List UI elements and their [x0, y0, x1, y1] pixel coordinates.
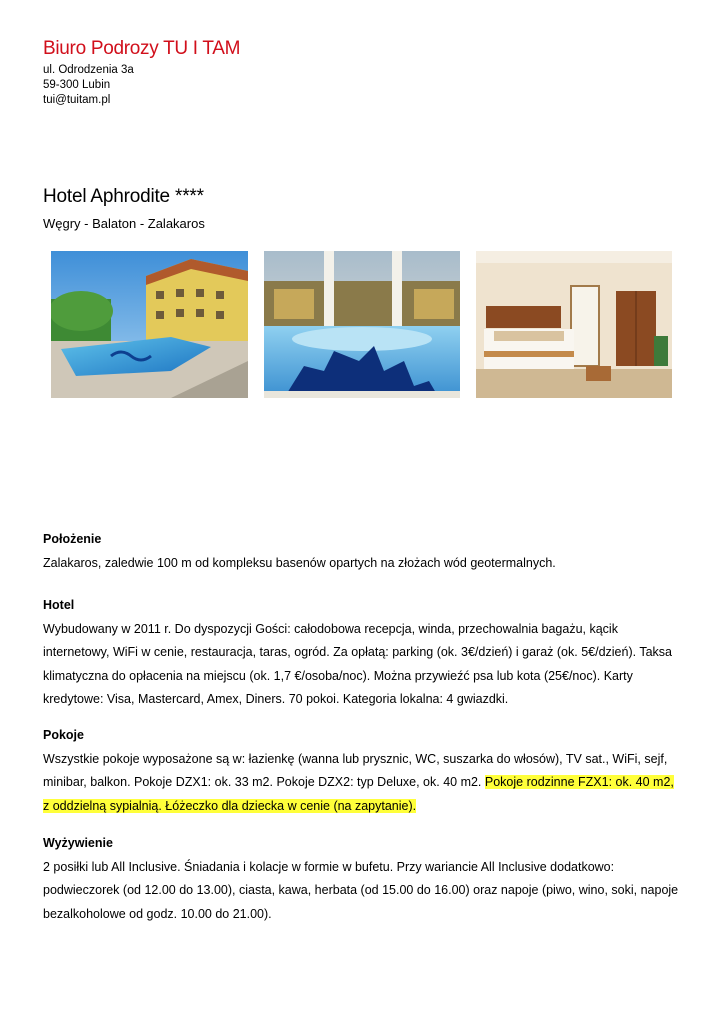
section-rooms-heading: Pokoje [43, 728, 84, 742]
section-location [43, 528, 683, 575]
section-rooms-paragraph [43, 748, 683, 819]
agency-name: Biuro Podrozy TU I TAM [43, 38, 241, 59]
section-location-text: Zalakaros, zaledwie 100 m od kompleksu basenów opartych na złożach wód geotermalnych. [43, 555, 556, 570]
agency-email: tui@tuitam.pl [43, 94, 111, 106]
section-meals [43, 832, 683, 926]
agency-address-street: ul. Odrodzenia 3a [43, 64, 134, 76]
section-meals-text: 2 posiłki lub All Inclusive. Śniadania i kolacje w formie w bufetu. Przy wariancie All Inclusive dodatkowo: podwieczorek (od 12.00 do 13.00), ciasta, kawa, herbata (od 15.00 do 16.00) oraz napoje (piwo, wino, soki, napoje bezalkoholowe od godz. 10.00 do 21.00). [43, 859, 679, 921]
indoor-pool-photo [264, 251, 460, 398]
hotel-room-photo [476, 251, 672, 398]
section-rooms [43, 724, 683, 818]
hotel-title: Hotel Aphrodite **** [43, 186, 204, 207]
section-rooms-text: Wszystkie pokoje wyposażone są w: łazienkę (wanna lub prysznic, WC, suszarka do włosów), TV sat., WiFi, sejf, minibar, balkon. Pokoje DZX1: ok. 33 m2. Pokoje DZX2: typ Deluxe, ok. 40 m2. [43, 751, 668, 789]
hotel-exterior-photo [51, 251, 248, 398]
section-hotel-heading: Hotel [43, 598, 75, 612]
agency-address-city: 59-300 Lubin [43, 79, 111, 91]
section-rooms-highlighted-text: Pokoje rodzinne FZX1: ok. 40 m2, z oddzielną sypialnią. Łóżeczko dla dziecka w cenie (na zapytanie). [43, 775, 674, 813]
section-meals-heading: Wyżywienie [43, 836, 113, 850]
hotel-location: Węgry - Balaton - Zalakaros [43, 216, 205, 231]
section-location-heading: Położenie [43, 532, 102, 546]
section-hotel-text: Wybudowany w 2011 r. Do dyspozycji Gości: całodobowa recepcja, winda, przechowalnia bagażu, kącik internetowy, WiFi w cenie, restauracja, taras, ogród. Za opłatą: parking (ok. 3€/dzień) i garaż (ok. 5€/dzień). Taksa klimatyczna do opłacenia na miejscu (ok. 1,7 €/osoba/noc). Można przywieźć psa lub kota (25€/noc). Karty kredytowe: Visa, Mastercard, Amex, Diners. 70 pokoi. Kategoria lokalna: 4 gwiazdki. [43, 621, 672, 706]
section-hotel [43, 594, 683, 712]
